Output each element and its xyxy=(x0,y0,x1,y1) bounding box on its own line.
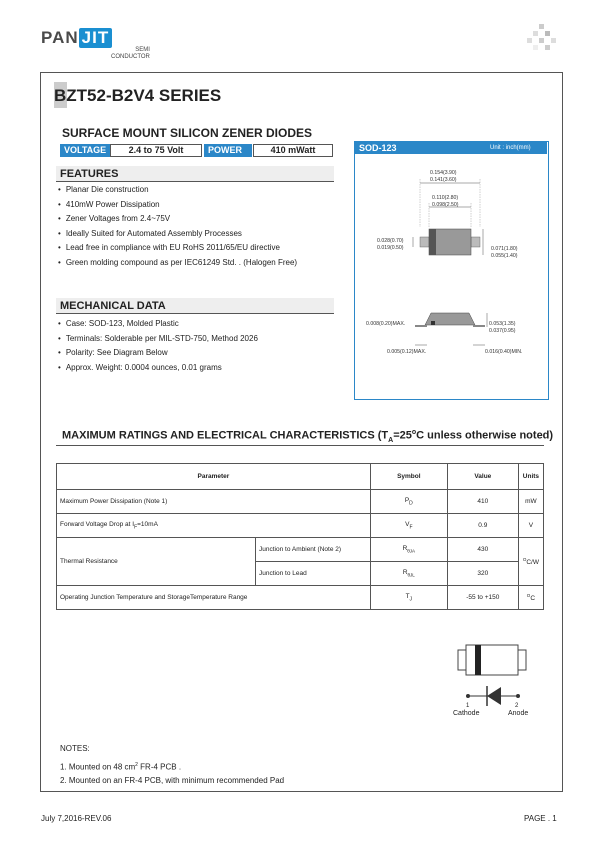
unit-temp xyxy=(518,586,543,610)
feature-item: • Ideally Suited for Automated Assembly Processes xyxy=(58,227,297,242)
sym-forward-main: V xyxy=(405,520,410,528)
unit-thermal-main: C/W xyxy=(526,559,539,567)
value-power: 410 xyxy=(447,490,518,514)
feature-item: • Lead free in compliance with EU RoHS 2011/65/EU directive xyxy=(58,241,297,256)
brand-logo xyxy=(41,28,112,48)
mechanical-item: • Polarity: See Diagram Below xyxy=(58,346,258,361)
sym-thermal-lead-sub: θJL xyxy=(407,572,415,578)
dim-lead-w-min: 0.019(0.50) xyxy=(377,245,404,251)
unit-temp-deg: O xyxy=(526,592,531,598)
dim-body-w-max: 0.071(1.80) xyxy=(491,246,518,252)
voltage-label: VOLTAGE xyxy=(60,144,112,157)
table-row xyxy=(57,586,544,610)
note-1-pre: 1. Mounted on 48 cm xyxy=(60,762,136,772)
features-heading: FEATURES xyxy=(56,166,334,182)
param-thermal-lead: Junction to Lead xyxy=(256,562,371,586)
value-temp: -55 to +150 xyxy=(447,586,518,610)
cathode-mark-side xyxy=(431,321,435,325)
dim-total-len-min: 0.141(3.60) xyxy=(430,177,457,183)
mechanical-list xyxy=(58,317,258,375)
table-row xyxy=(57,490,544,514)
param-forward xyxy=(57,514,371,538)
param-power: Maximum Power Dissipation (Note 1) xyxy=(57,490,371,514)
param-thermal-ambient: Junction to Ambient (Note 2) xyxy=(256,538,371,562)
package-unit: Unit : inch(mm) xyxy=(490,145,531,151)
notes-block xyxy=(60,742,284,787)
ratings-title-deg: o xyxy=(411,429,417,436)
lead-left xyxy=(420,237,429,247)
product-subtitle: SURFACE MOUNT SILICON ZENER DIODES xyxy=(62,126,313,140)
features-list xyxy=(58,183,297,271)
param-temp: Operating Junction Temperature and StorageTemperature Range xyxy=(57,586,371,610)
sym-power-main: P xyxy=(404,496,410,504)
feature-item: • Zener Voltages from 2.4~75V xyxy=(58,212,297,227)
package-drawing xyxy=(355,155,547,397)
lead-right-side xyxy=(473,325,485,327)
ratings-title xyxy=(62,429,553,444)
note-1 xyxy=(60,759,284,774)
sym-forward xyxy=(370,514,447,538)
note-1-sup: 2 xyxy=(135,762,138,768)
mechanical-divider xyxy=(56,313,334,314)
footer-date: July 7,2016-REV.06 xyxy=(41,814,112,823)
dim-height-max: 0.053(1.35) xyxy=(489,321,516,327)
brand-semi: SEMI xyxy=(135,47,150,53)
unit-forward: V xyxy=(518,514,543,538)
dim-lead-w-max: 0.028(0.70) xyxy=(377,238,404,244)
sym-temp-sub: J xyxy=(409,596,413,603)
unit-temp-main: C xyxy=(530,595,536,603)
mechanical-item: • Approx. Weight: 0.0004 ounces, 0.01 grams xyxy=(58,361,258,376)
dim-standoff: 0.008(0.20)MAX. xyxy=(366,321,406,327)
unit-thermal-deg: O xyxy=(522,556,527,562)
sym-thermal-ambient xyxy=(370,538,447,562)
dim-body-w-min: 0.055(1.40) xyxy=(491,253,518,259)
diode-body-outline xyxy=(466,645,518,675)
power-label: POWER xyxy=(204,144,252,157)
sym-power xyxy=(370,490,447,514)
sym-temp xyxy=(370,586,447,610)
lead-left-side xyxy=(415,325,427,327)
mechanical-heading: MECHANICAL DATA xyxy=(56,298,334,314)
param-forward-main: Forward Voltage Drop at I xyxy=(60,520,135,528)
dim-body-len-max: 0.110(2.80) xyxy=(432,195,459,201)
feature-item: • 410mW Power Dissipation xyxy=(58,198,297,213)
ratings-divider xyxy=(56,445,544,446)
feature-item: • Planar Die construction xyxy=(58,183,297,198)
cathode-label: Cathode xyxy=(453,710,480,717)
page-title: BZT52-B2V4 SERIES xyxy=(54,86,222,105)
cathode-band-icon xyxy=(475,645,481,675)
header-value: Value xyxy=(447,464,518,490)
sym-temp-main: T xyxy=(405,592,410,600)
mechanical-item: • Terminals: Solderable per MIL-STD-750, Method 2026 xyxy=(58,332,258,347)
lead-right xyxy=(471,237,480,247)
diode-diagram xyxy=(455,640,535,710)
power-value: 410 mWatt xyxy=(253,144,333,157)
brand-subtext xyxy=(111,47,150,61)
brand-jit: JIT xyxy=(79,28,113,48)
ratings-title-sub: A xyxy=(388,436,394,444)
footer-page: PAGE . 1 xyxy=(524,814,557,823)
anode-label: Anode xyxy=(508,710,529,717)
dim-body-len-min: 0.098(2.50) xyxy=(432,202,459,208)
param-thermal: Thermal Resistance xyxy=(57,538,256,586)
sym-forward-sub: F xyxy=(409,524,413,531)
dim-total-len-max: 0.154(3.90) xyxy=(430,170,457,176)
unit-power: mW xyxy=(518,490,543,514)
voltage-value: 2.4 to 75 Volt xyxy=(110,144,202,157)
notes-heading: NOTES: xyxy=(60,744,90,753)
decorative-dots-icon xyxy=(527,24,557,54)
value-thermal-ambient: 430 xyxy=(447,538,518,562)
ratings-title-eq: =25 xyxy=(393,429,412,442)
dim-height-min: 0.037(0.95) xyxy=(489,328,516,334)
value-forward: 0.9 xyxy=(447,514,518,538)
pin2-label: 2 xyxy=(515,703,519,709)
mechanical-item: • Case: SOD-123, Molded Plastic xyxy=(58,317,258,332)
diode-triangle-icon xyxy=(487,687,501,705)
table-row xyxy=(57,538,544,562)
header-symbol: Symbol xyxy=(370,464,447,490)
sym-thermal-lead xyxy=(370,562,447,586)
pin2-dot xyxy=(516,694,520,698)
unit-thermal xyxy=(518,538,543,586)
brand-conductor: CONDUCTOR xyxy=(111,54,150,60)
ratings-title-main: MAXIMUM RATINGS AND ELECTRICAL CHARACTERISTICS xyxy=(62,429,375,442)
param-forward-sub: F xyxy=(134,524,138,531)
pin1-dot xyxy=(466,694,470,698)
sym-thermal-ambient-main: R xyxy=(402,545,408,553)
features-divider xyxy=(56,181,334,182)
header-units: Units xyxy=(518,464,543,490)
table-row xyxy=(57,514,544,538)
lead-left-outline xyxy=(458,650,466,670)
header-parameter: Parameter xyxy=(57,464,371,490)
sym-power-sub: D xyxy=(409,500,413,507)
lead-right-outline xyxy=(518,650,526,670)
feature-item: • Green molding compound as per IEC61249 Std. . (Halogen Free) xyxy=(58,256,297,271)
param-forward-rest: =10mA xyxy=(137,520,158,528)
ratings-title-rest: C unless otherwise noted) xyxy=(416,429,554,442)
cathode-band-top xyxy=(429,229,436,255)
pin1-label: 1 xyxy=(466,703,470,709)
ratings-title-paren: (T xyxy=(377,429,389,442)
sym-thermal-ambient-sub: θJA xyxy=(407,548,416,554)
table-header-row xyxy=(57,464,544,490)
value-thermal-lead: 320 xyxy=(447,562,518,586)
dim-lead-len: 0.016(0.40)MIN. xyxy=(485,349,523,355)
note-1-post: FR-4 PCB . xyxy=(137,762,182,772)
brand-pan: PAN xyxy=(41,28,79,47)
sym-thermal-lead-main: R xyxy=(402,569,408,577)
dim-lead-thk: 0.005(0.12)MAX. xyxy=(387,349,427,355)
package-name: SOD-123 xyxy=(359,143,397,153)
note-2: 2. Mounted on an FR-4 PCB, with minimum recommended Pad xyxy=(60,775,285,785)
ratings-table xyxy=(56,463,544,610)
